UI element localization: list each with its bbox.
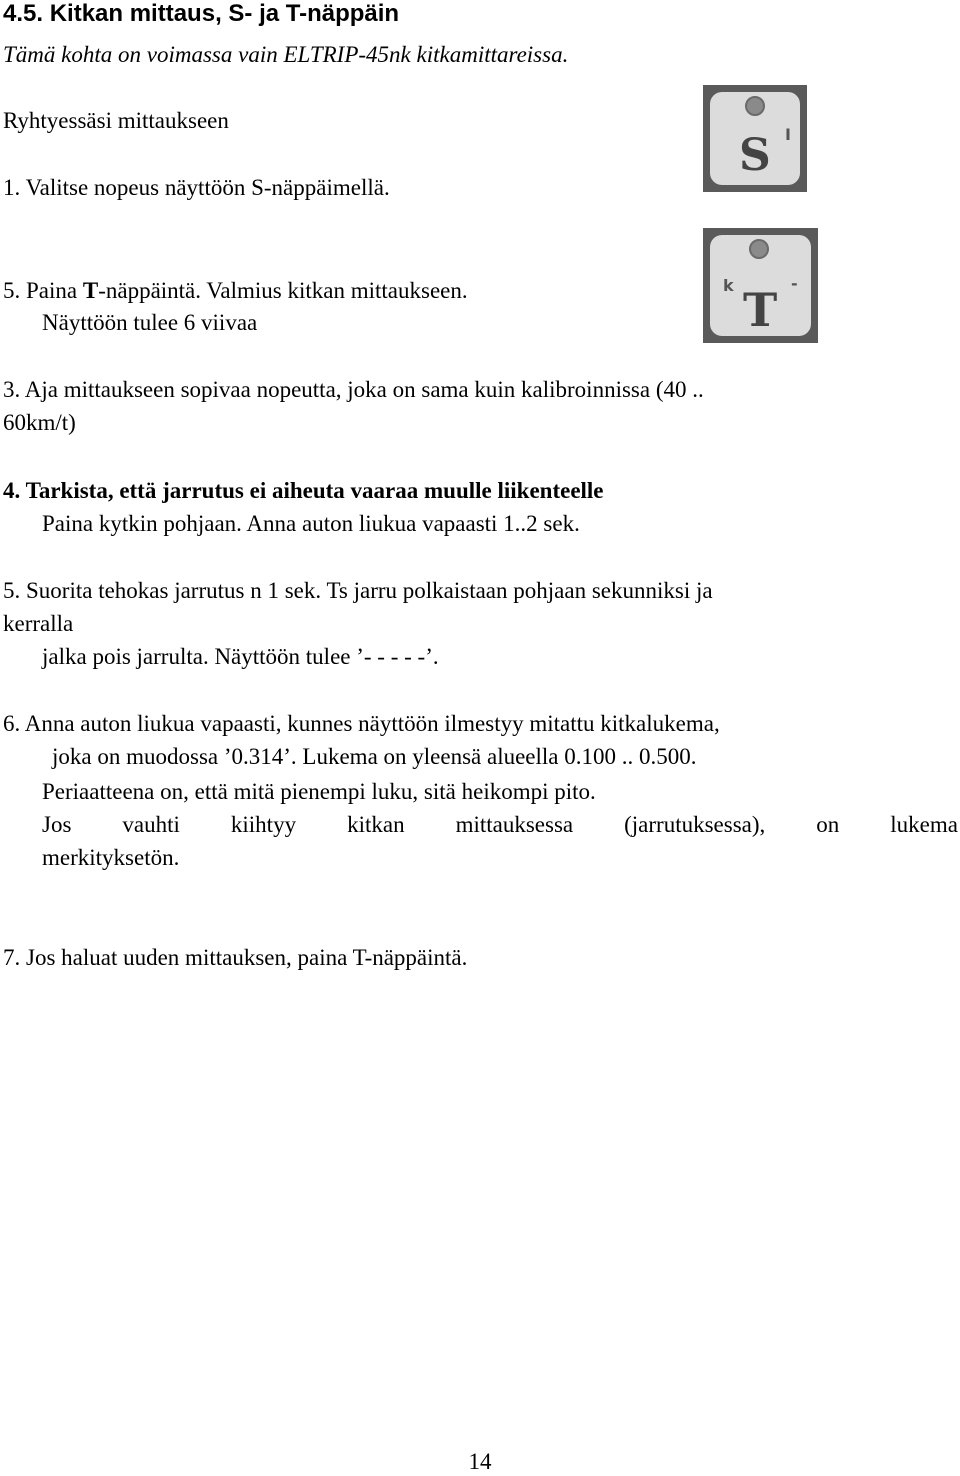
t-key-mark-left: k	[723, 276, 734, 295]
s-key-mark: I	[785, 125, 791, 144]
page-number: 14	[468, 1449, 492, 1474]
step-6-line-5: merkityksetön.	[42, 845, 180, 870]
step-6-line-1: 6. Anna auton liukua vapaasti, kunnes näyttöön ilmestyy mitattu kitkalukema,	[3, 711, 720, 736]
t-key-mark-right: -	[791, 274, 798, 293]
step-4-line-1: 4. Tarkista, että jarrutus ei aiheuta vaaraa muulle liikenteelle	[3, 478, 604, 503]
step-5-line-3: jalka pois jarrulta. Näyttöön tulee ’- - - - -’.	[42, 644, 439, 669]
step-2-line-2: Näyttöön tulee 6 viivaa	[42, 310, 258, 335]
intro-text: Ryhtyessäsi mittaukseen	[3, 108, 229, 133]
step-2-prefix: 5. Paina	[3, 278, 83, 303]
step-6-line-4	[42, 811, 958, 839]
step-2	[3, 277, 468, 305]
word: (jarrutuksessa),	[624, 812, 766, 837]
word: lukema	[890, 812, 958, 837]
step-5-line-1: 5. Suorita tehokas jarrutus n 1 sek. Ts jarru polkaistaan pohjaan sekunniksi ja	[3, 578, 713, 603]
scope-note: Tämä kohta on voimassa vain ELTRIP-45nk kitkamittareissa.	[3, 42, 569, 67]
step-7: 7. Jos haluat uuden mittauksen, paina T-näppäintä.	[3, 945, 468, 970]
s-key-letter: S	[739, 130, 771, 181]
step-1-prefix: 1. Valitse nopeus näyttöön	[3, 175, 252, 200]
step-5-line-2: kerralla	[3, 611, 74, 636]
step-2-key: T	[82, 278, 99, 303]
word: mittauksessa	[455, 812, 574, 837]
word: Jos	[42, 812, 72, 837]
s-key-image	[703, 85, 807, 192]
step-2-suffix: -näppäintä. Valmius kitkan mittaukseen.	[98, 278, 468, 303]
step-1	[3, 174, 390, 202]
led-icon	[749, 239, 769, 259]
led-icon	[745, 96, 765, 116]
step-3-line-1: 3. Aja mittaukseen sopivaa nopeutta, joka on sama kuin kalibroinnissa (40 ..	[3, 377, 704, 402]
section-heading: 4.5. Kitkan mittaus, S- ja T-näppäin	[3, 0, 400, 27]
step-4-line-2: Paina kytkin pohjaan. Anna auton liukua vapaasti 1..2 sek.	[42, 511, 580, 536]
step-3-line-2: 60km/t)	[3, 410, 76, 435]
step-1-key: S	[251, 175, 264, 200]
word: on	[816, 812, 840, 837]
t-key-image	[703, 228, 818, 343]
word: vauhti	[122, 812, 180, 837]
word: kiihtyy	[230, 812, 297, 837]
step-6-line-3: Periaatteena on, että mitä pienempi luku, sitä heikompi pito.	[42, 779, 596, 804]
step-1-suffix: -näppäimellä.	[263, 175, 390, 200]
t-key-letter: T	[743, 283, 778, 337]
word: kitkan	[347, 812, 405, 837]
step-6-line-2: joka on muodossa ’0.314’. Lukema on yleensä alueella 0.100 .. 0.500.	[52, 744, 697, 769]
